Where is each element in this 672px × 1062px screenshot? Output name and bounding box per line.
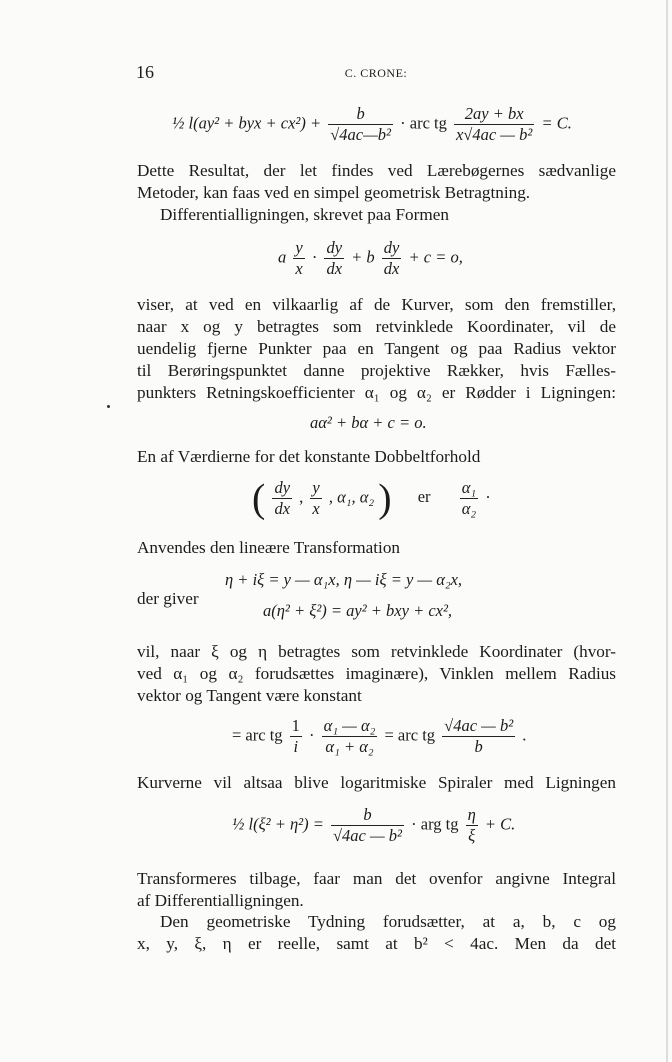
eq4-open-paren: ( — [252, 475, 266, 521]
eq7-frac-b — [331, 805, 404, 846]
text-line: viser, at ved en vilkaarlig af de Kurver, som den fremstiller, — [137, 295, 616, 314]
eq6-dot: · — [309, 725, 315, 745]
eq7-lhs: ½ l(ξ² + η²) = — [232, 814, 324, 834]
text-line: naar x og y betragtes som retvinklede Koordinater, vil de — [137, 317, 616, 336]
eq7-mid: · arg tg — [411, 814, 459, 834]
eq6-prefix: = arc tg — [232, 725, 283, 745]
eq4-frac1-den: dx — [274, 499, 291, 518]
eq1-fraction-1 — [328, 104, 393, 145]
eq6-frac-1-i — [290, 716, 302, 757]
eq6-frac1-den: i — [293, 737, 299, 756]
eq7-frac2-num: η — [467, 805, 476, 824]
page-number: 16 — [136, 62, 154, 82]
eq4-frac2-den: x — [312, 499, 320, 518]
eq4-frac-dy-dx — [272, 478, 292, 519]
eq4-frac-y-x — [310, 478, 321, 519]
equation-quadratic: aα² + bα + c = o. — [310, 413, 427, 432]
eq4-frac3-num: α₁ — [461, 478, 477, 497]
text-line: vektor og Tangent være konstant — [137, 686, 362, 705]
eq4-er: er — [417, 487, 431, 507]
eq1-arctg: · arc tg — [400, 113, 447, 133]
eq1-frac2-den: x√4ac — b² — [455, 125, 533, 144]
equation-transformation-a: η + iξ = y — α₁x, η — iξ = y — α₂x, — [225, 570, 463, 589]
eq2-a: a — [278, 247, 287, 267]
eq1-frac1-den: √4ac—b² — [330, 125, 391, 144]
text-line: Metoder, kan faas ved en simpel geometrisk Betragtning. — [137, 183, 531, 202]
eq2-frac2-den: dx — [326, 259, 343, 278]
text-line: til Berøringspunktet danne projektive Rækker, hvis Fælles- — [137, 361, 616, 380]
eq4-comma: , — [299, 487, 304, 507]
eq6-end: . — [522, 725, 527, 745]
eq4-dot: · — [485, 487, 491, 507]
text-line: vil, naar ξ og η betragtes som retvinklede Koordinater (hvor- — [137, 642, 616, 661]
eq4-frac-alpha — [460, 478, 478, 519]
text-line: uendelig fjerne Punkter paa en Tangent og paa Radius vektor — [137, 339, 616, 358]
eq4-frac2-num: y — [312, 478, 320, 497]
eq4-frac1-num: dy — [274, 478, 291, 497]
equation-angle — [232, 716, 526, 757]
text-line: En af Værdierne for det konstante Dobbeltforhold — [137, 447, 481, 466]
eq6-mid: = arc tg — [384, 725, 436, 745]
eq2-frac1-num: y — [295, 238, 303, 257]
eq6-frac2-num: α₁ — α₂ — [323, 716, 376, 735]
eq6-frac2-den: α₁ + α₂ — [325, 737, 374, 756]
eq6-frac1-num: 1 — [291, 716, 300, 735]
eq6-frac-sqrt — [442, 716, 515, 757]
eq1-frac1-num: b — [328, 104, 393, 125]
eq1-rhs: = C. — [541, 113, 572, 133]
eq7-frac1-den: √4ac — b² — [333, 826, 402, 845]
stray-mark — [107, 405, 110, 408]
text-line: x, y, ξ, η er reelle, samt at b² < 4ac. Men da det — [137, 934, 616, 953]
eq7-frac2-den: ξ — [468, 826, 476, 845]
eq2-frac3-den: dx — [383, 259, 400, 278]
running-head: C. CRONE: — [344, 66, 408, 80]
eq2-frac3-num: dy — [383, 238, 400, 257]
text-line: Differentialligningen, skrevet paa Formen — [160, 205, 449, 224]
eq2-frac1-den: x — [295, 259, 303, 278]
text-line: ved α₁ og α₂ forudsættes imaginære), Vinklen mellem Radius — [137, 664, 616, 683]
page-edge-shadow — [666, 0, 668, 1062]
eq1-frac2-num: 2ay + bx — [454, 104, 534, 125]
eq2-frac-dy-dx — [324, 238, 344, 279]
page-header — [136, 62, 616, 84]
eq4-rest: , α₁, α₂ — [328, 487, 375, 507]
eq4-frac3-den: α₂ — [461, 499, 477, 518]
eq2-plus-b: + b — [351, 247, 375, 267]
equation-integral — [172, 104, 572, 145]
eq2-frac2-num: dy — [326, 238, 343, 257]
text-line: Dette Resultat, der let findes ved Lærebøgernes sædvanlige — [137, 161, 616, 180]
eq2-rest: + c = o, — [408, 247, 463, 267]
eq1-fraction-2 — [454, 104, 534, 145]
eq6-frac3-num: √4ac — b² — [444, 716, 514, 735]
equation-differential — [278, 238, 463, 279]
text-line: Anvendes den lineære Transformation — [137, 538, 401, 557]
eq1-log-term: ½ l(ay² + byx + cx²) + — [172, 113, 322, 133]
eq2-frac-y-x — [293, 238, 304, 279]
equation-spiral — [232, 805, 515, 846]
eq7-rhs: + C. — [484, 814, 516, 834]
text-line: punkters Retningskoefficienter α₁ og α₂ er Rødder i Ligningen: — [137, 383, 616, 402]
eq6-frac3-den: b — [474, 737, 483, 756]
eq2-frac-dy-dx-2 — [382, 238, 402, 279]
equation-transformation-b: a(η² + ξ²) = ay² + bxy + cx², — [263, 601, 453, 620]
eq7-frac1-num: b — [331, 805, 404, 826]
text-der-giver: der giver — [137, 589, 199, 608]
text-line: Transformeres tilbage, faar man det ovenfor angivne Integral — [137, 869, 616, 888]
text-line: Den geometriske Tydning forudsætter, at a, b, c og — [160, 912, 616, 931]
eq7-frac-eta-xi — [466, 805, 478, 846]
eq6-frac-alpha — [322, 716, 378, 757]
text-line: Kurverne vil altsaa blive logaritmiske Spiraler med Ligningen — [137, 773, 616, 792]
equation-cross-ratio — [252, 475, 491, 521]
eq2-dot: · — [311, 247, 318, 267]
text-line: af Differentialligningen. — [137, 891, 304, 910]
eq4-close-paren: ) — [378, 475, 392, 521]
